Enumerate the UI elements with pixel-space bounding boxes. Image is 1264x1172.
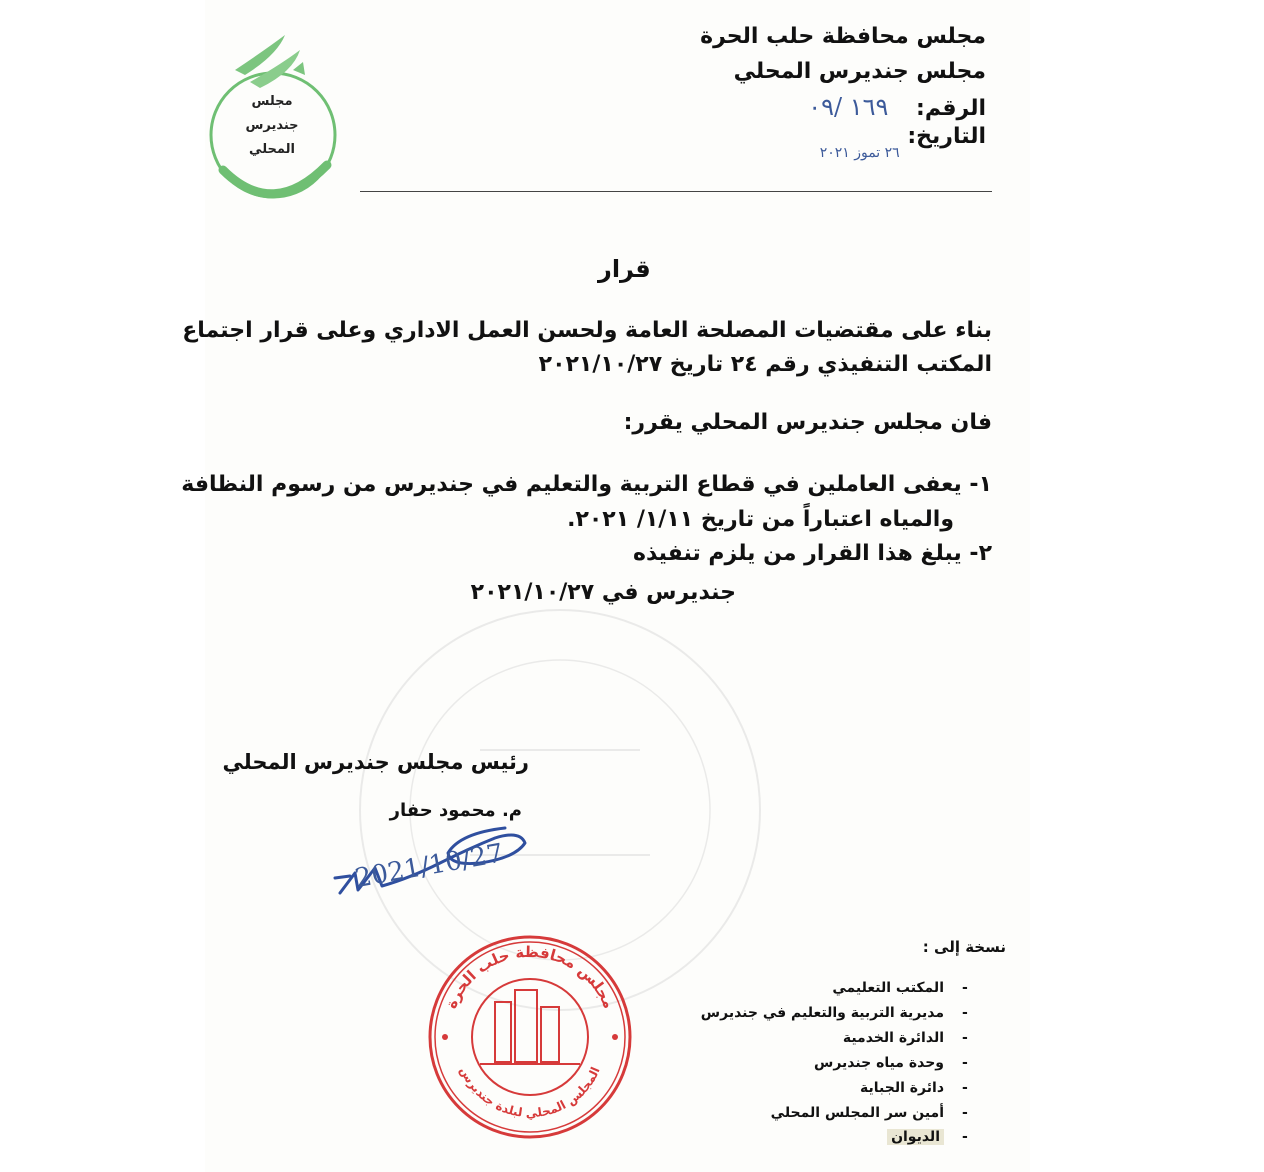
- logo-text-line2: جنديرس: [245, 118, 299, 133]
- signatory-title: رئيس مجلس جنديرس المحلي: [222, 750, 529, 774]
- bullet-dash: -: [962, 1030, 968, 1046]
- official-stamp: [425, 932, 635, 1142]
- bullet-dash: -: [962, 1105, 968, 1121]
- logo-leaf-3: [293, 62, 305, 75]
- logo-text-line1: مجلس: [251, 94, 293, 109]
- copy-item: [887, 1129, 944, 1145]
- bullet-dash: -: [962, 980, 968, 996]
- signature-date: 2021/10/27: [352, 838, 506, 894]
- preamble-line2: المكتب التنفيذي رقم ٢٤ تاريخ ٢٠٢١/١٠/٢٧: [538, 352, 992, 377]
- preamble-line1: بناء على مقتضيات المصلحة العامة ولحسن العمل الاداري وعلى قرار اجتماع: [182, 318, 992, 343]
- stamp-bottom-text: المجلس المحلي لبلدة جنديرس: [457, 1064, 603, 1121]
- header-divider: [360, 191, 992, 192]
- copy-item: الدائرة الخدمية: [842, 1030, 944, 1046]
- svg-text:مجلس محافظة حلب الحرة: [442, 943, 618, 1011]
- bullet-dash: -: [962, 1129, 968, 1145]
- date-row: [819, 124, 986, 161]
- copies-heading: نسخة إلى :: [922, 938, 1006, 956]
- stamp-top-text: مجلس محافظة حلب الحرة: [441, 942, 619, 1012]
- svg-text:المجلس المحلي لبلدة جنديرس: [457, 1064, 603, 1120]
- place-date: جنديرس في ٢٠٢١/١٠/٢٧: [470, 580, 736, 605]
- copy-item: دائرة الجباية: [860, 1080, 944, 1096]
- bullet-dash: -: [962, 1005, 968, 1021]
- header-line1: مجلس محافظة حلب الحرة: [700, 24, 986, 49]
- article-1-line2: والمياه اعتباراً من تاريخ ١/١١/ ٢٠٢١.: [567, 507, 954, 532]
- bullet-dash: -: [962, 1055, 968, 1071]
- number-row: [808, 93, 986, 121]
- copy-item: مديرية التربية والتعليم في جنديرس: [700, 1005, 944, 1021]
- date-label: التاريخ:: [907, 124, 986, 149]
- signatory-name: م. محمود حفار: [389, 800, 522, 821]
- logo-text-line3: المحلي: [249, 142, 295, 157]
- decision-title: قرار: [598, 255, 651, 283]
- logo-swoosh: [223, 165, 327, 194]
- article-1-line1: ١- يعفى العاملين في قطاع التربية والتعليم في جنديرس من رسوم النظافة: [181, 472, 992, 497]
- article-2: ٢- يبلغ هذا القرار من يلزم تنفيذه: [632, 541, 992, 566]
- copy-item: أمين سر المجلس المحلي: [770, 1105, 944, 1121]
- header-line2: مجلس جنديرس المحلي: [733, 59, 986, 84]
- number-value: ١٦٩ /٠٩: [808, 93, 889, 121]
- copy-item-highlighted: الديوان: [887, 1129, 944, 1145]
- logo-text: [222, 90, 322, 162]
- copy-item: المكتب التعليمي: [832, 980, 944, 996]
- number-label: الرقم:: [916, 96, 986, 121]
- date-value: ٢٦ تموز ٢٠٢١: [819, 145, 900, 161]
- decision-intro: فان مجلس جنديرس المحلي يقرر:: [623, 410, 992, 435]
- bullet-dash: -: [962, 1080, 968, 1096]
- copy-item: وحدة مياه جنديرس: [814, 1055, 944, 1071]
